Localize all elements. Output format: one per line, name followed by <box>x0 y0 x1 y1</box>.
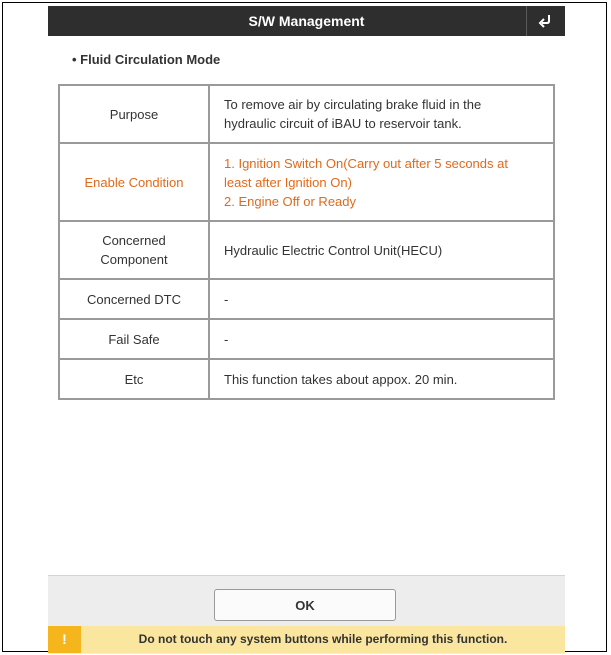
back-button[interactable] <box>526 6 565 36</box>
row-label: Etc <box>59 359 209 399</box>
ok-button[interactable]: OK <box>214 589 396 621</box>
label-line: Component <box>100 252 168 267</box>
warning-bar <box>48 626 565 653</box>
value-line: To remove air by circulating brake fluid in the <box>224 97 482 112</box>
row-value <box>209 85 554 143</box>
row-value: - <box>209 279 554 319</box>
info-table <box>58 84 555 400</box>
dialog-panel <box>48 6 565 653</box>
table-row-purpose <box>59 85 554 143</box>
row-label <box>59 221 209 279</box>
row-value: - <box>209 319 554 359</box>
label-line: Concerned <box>102 233 166 248</box>
value-line: least after Ignition On) <box>224 174 352 190</box>
page-title: S/W Management <box>248 13 365 29</box>
row-label: Enable Condition <box>59 143 209 221</box>
row-label: Purpose <box>59 85 209 143</box>
table-row-enable-condition <box>59 143 554 221</box>
row-value: This function takes about appox. 20 min. <box>209 359 554 399</box>
row-value: Hydraulic Electric Control Unit(HECU) <box>209 221 554 279</box>
table-row-concerned-component <box>59 221 554 279</box>
return-arrow-icon <box>538 13 554 29</box>
table-row-fail-safe <box>59 319 554 359</box>
table-row-etc <box>59 359 554 399</box>
title-bar <box>48 6 565 36</box>
table-row-concerned-dtc <box>59 279 554 319</box>
value-line: 2. Engine Off or Ready <box>224 193 357 209</box>
value-line: hydraulic circuit of iBAU to reservoir tank. <box>224 116 462 131</box>
row-value <box>209 143 554 221</box>
value-line: 1. Ignition Switch On(Carry out after 5 seconds at <box>224 155 508 171</box>
warning-icon: ! <box>48 626 81 653</box>
warning-text: Do not touch any system buttons while performing this function. <box>138 632 508 646</box>
section-title: • Fluid Circulation Mode <box>72 52 221 67</box>
row-label: Concerned DTC <box>59 279 209 319</box>
row-label: Fail Safe <box>59 319 209 359</box>
